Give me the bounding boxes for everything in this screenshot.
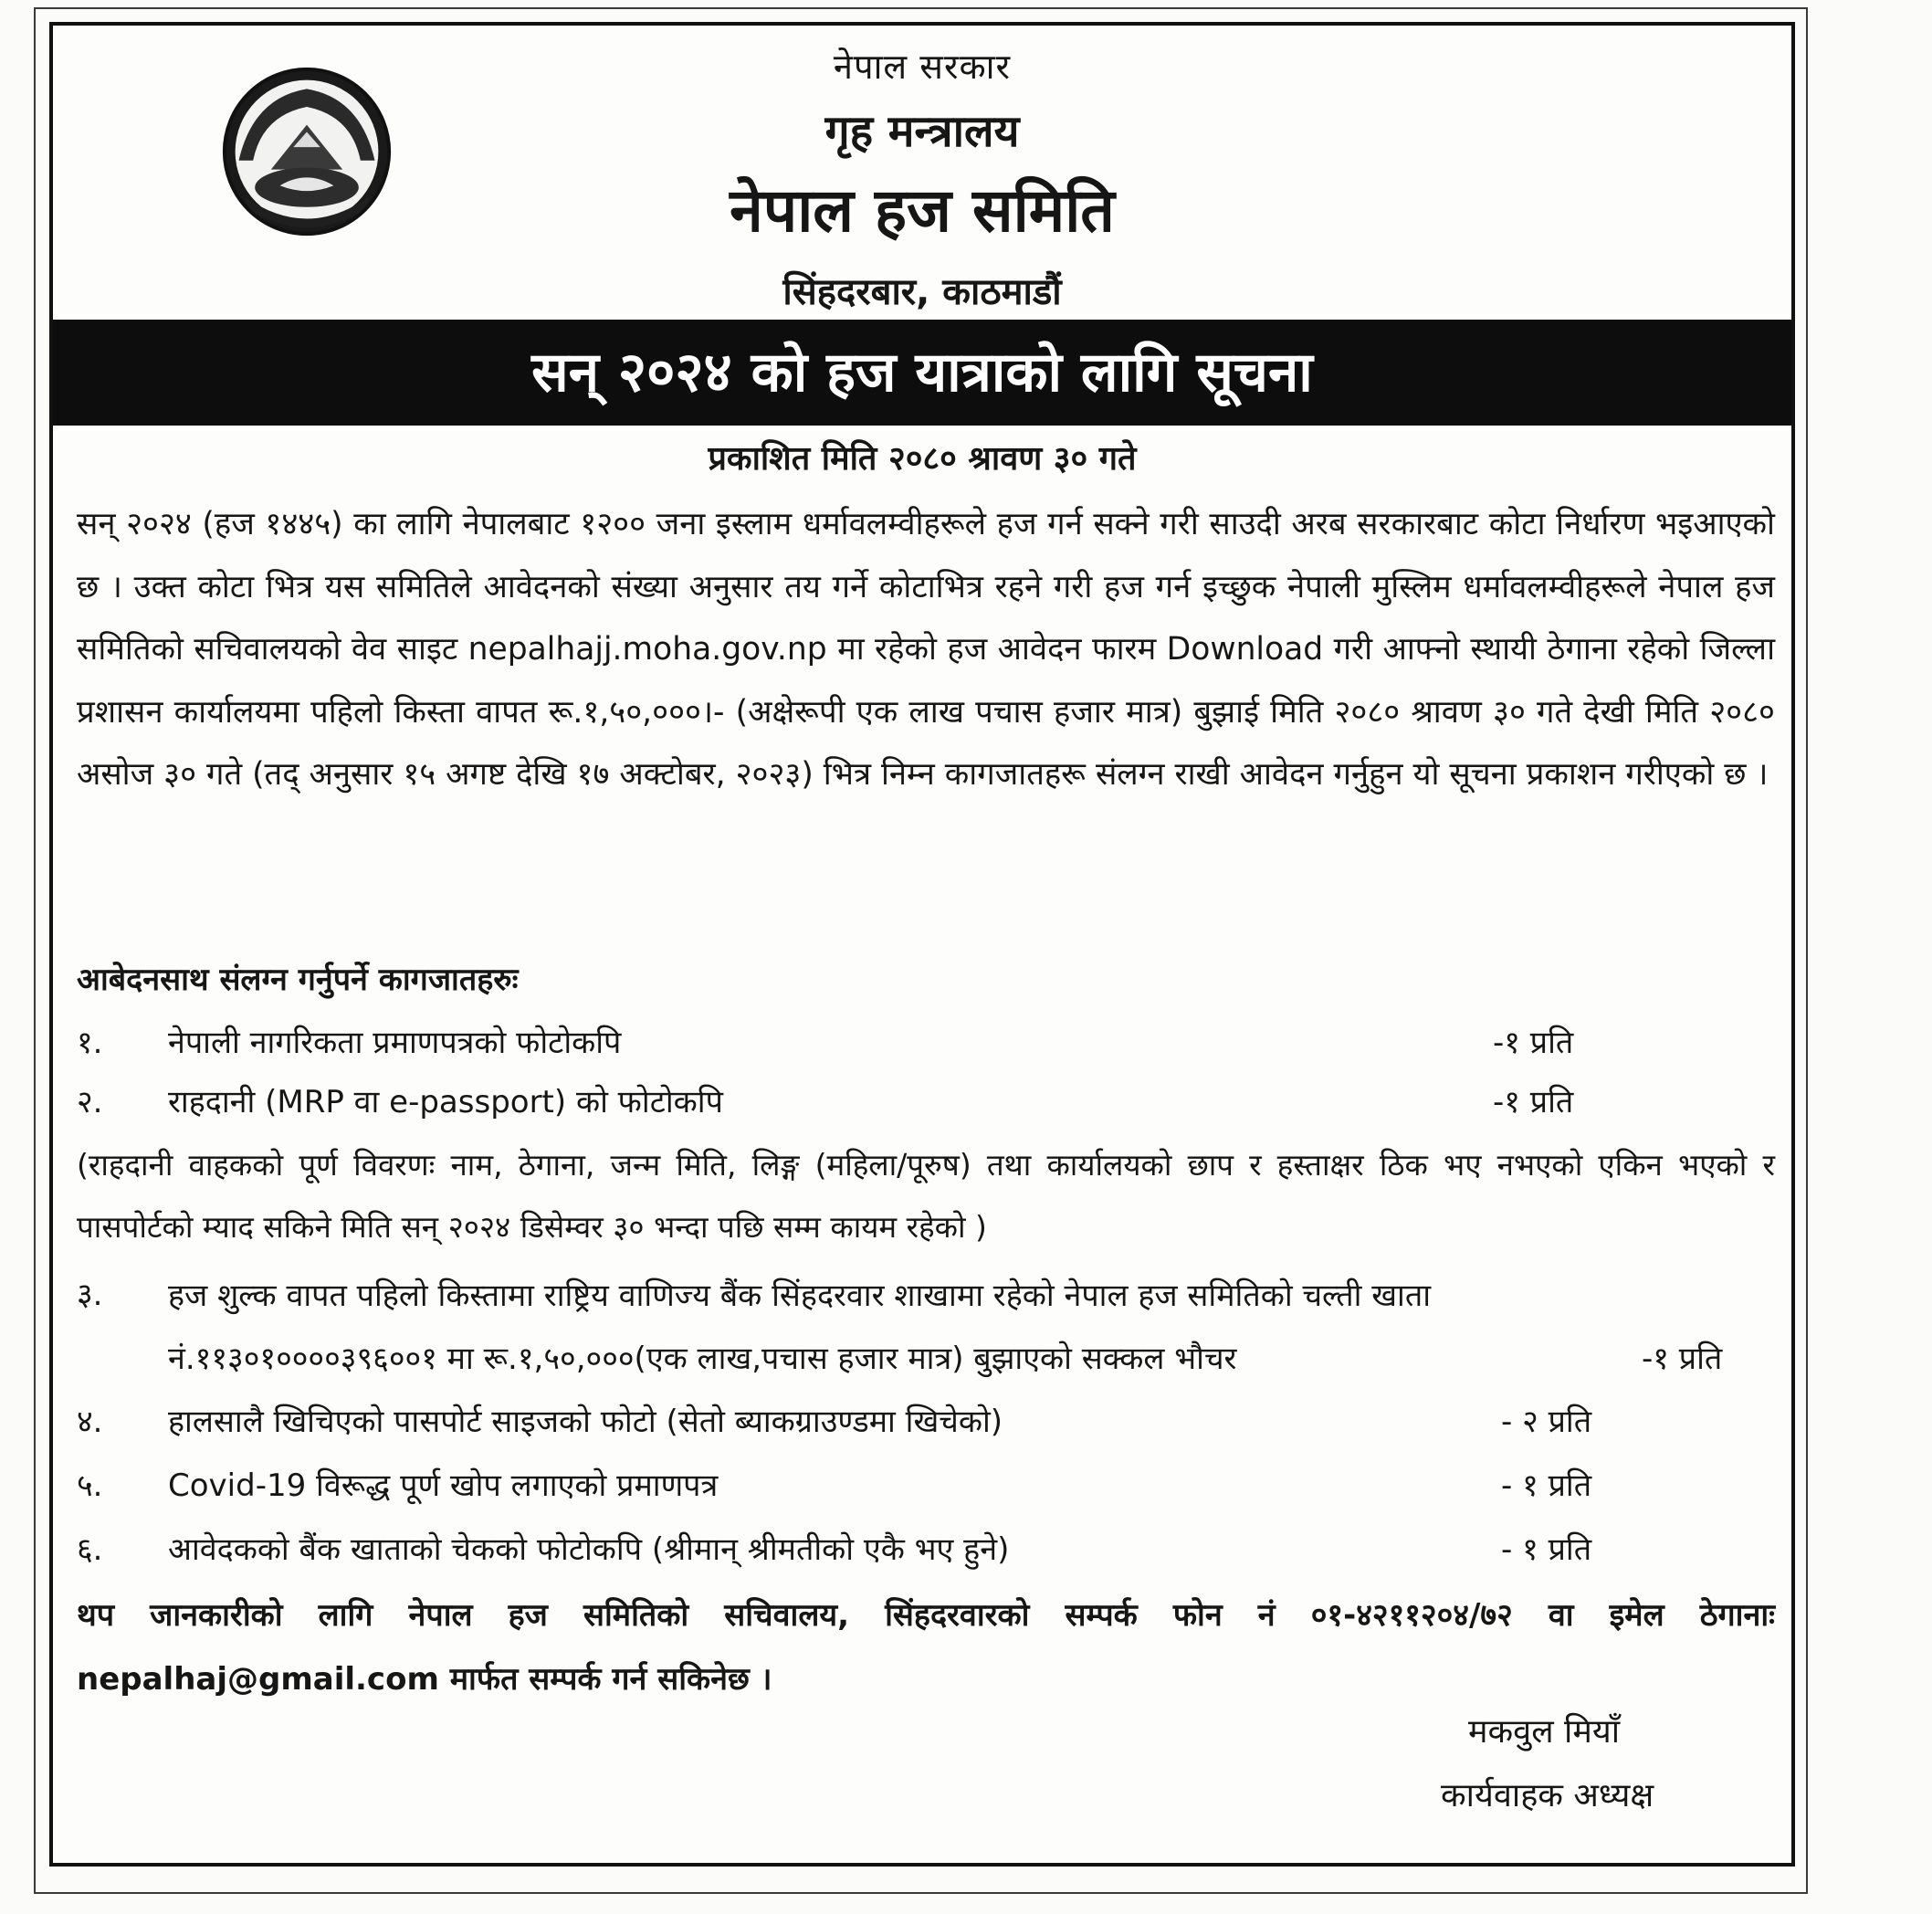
document-quantity: -१ प्रति (1642, 1341, 1723, 1377)
government-name: नेपाल सरकार (833, 47, 1012, 87)
committee-address: सिंहदरबार, काठमाडौं (782, 271, 1062, 313)
document-text: राहदानी (MRP वा e-passport) को फोटोकपि (168, 1084, 723, 1120)
ministry-name: गृह मन्त्रालय (824, 106, 1020, 157)
published-date: प्रकाशित मिति २०८० श्रावण ३० गते (708, 440, 1137, 478)
document-quantity: -१ प्रति (1493, 1084, 1574, 1120)
document-number: २. (77, 1084, 103, 1120)
document-number: ४. (77, 1404, 103, 1440)
document-number: ६. (77, 1531, 103, 1568)
documents-heading: आबेदनसाथ संलग्न गर्नुपर्ने कागजातहरुः (77, 962, 519, 998)
document-quantity: -१ प्रति (1493, 1025, 1574, 1061)
notice-body: सन् २०२४ (हज १४४५) का लागि नेपालबाट १२०० जना इस्लाम धर्मावलम्वीहरूले हज गर्न सक्ने गरी साउदी अरब सरकारबाट कोटा निर्धारण भइआएको छ । उक्त कोटा भित्र यस समितिले आवेदनको संख्या अनुसार तय गर्ने कोटाभित्र रहने गरी हज गर्न इच्छुक नेपाली मुस्लिम धर्मावलम्वीहरूले नेपाल हज समितिको सचिवालयको वेव साइट nepalhajj.moha.gov.np मा रहेको हज आवेदन फारम Download गरी आफ्नो स्थायी ठेगाना रहेको जिल्ला प्रशासन कार्यालयमा पहिलो किस्ता वापत रू.१,५०,०००।- (अक्षेरूपी एक लाख पचास हजार मात्र) बुझाई मिति २०८० श्रावण ३० गते देखी मिति २०८० असोज ३० गते (तद् अनुसार १५ अगष्ट देखि १७ अक्टोबर, २०२३) भित्र निम्न कागजातहरू संलग्न राखी आवेदन गर्नुहुन यो सूचना प्रकाशन गरीएको छ । (77, 506, 1776, 794)
document-number: ५. (77, 1467, 103, 1504)
document-quantity: - १ प्रति (1501, 1467, 1592, 1504)
document-text-line2: नं.११३०१००००३९६००१ मा रू.१,५०,०००(एक लाख,पचास हजार मात्र) बुझाएको सक्कल भौचर (168, 1341, 1237, 1377)
document-quantity: - २ प्रति (1501, 1404, 1592, 1440)
notice-header (53, 26, 1791, 318)
document-text: नेपाली नागरिकता प्रमाणपत्रको फोटोकपि (168, 1025, 622, 1061)
notice-title: सन् २०२४ को हज यात्राको लागि सूचना (53, 320, 1791, 426)
document-text: आवेदकको बैंक खाताको चेकको फोटोकपि (श्रीमान् श्रीमतीको एकै भए हुने) (168, 1531, 1010, 1568)
document-text: Covid-19 विरूद्ध पूर्ण खोप लगाएको प्रमाणपत्र (168, 1467, 719, 1504)
document-text: हालसालै खिचिएको पासपोर्ट साइजको फोटो (सेतो ब्याकग्राउण्डमा खिचेको) (168, 1404, 1003, 1440)
signatory-name: मकवुल मियाँ (1468, 1713, 1621, 1751)
document-number: १. (77, 1025, 103, 1061)
notice-frame (49, 22, 1795, 1867)
passport-note: (राहदानी वाहकको पूर्ण विवरणः नाम, ठेगाना, जन्म मिति, लिङ्ग (महिला/पूरुष) तथा कार्यालयको छाप र हस्ताक्षर ठिक भए नभएको एकिन भएको र पासपोर्टको म्याद सकिने मिति सन् २०२४ डिसेम्वर ३० भन्दा पछि सम्म कायम रहेको ) (77, 1147, 1775, 1245)
document-number: ३. (77, 1277, 103, 1313)
contact-info: थप जानकारीको लागि नेपाल हज समितिको सचिवालय, सिंहदरवारको सम्पर्क फोन नं ०१-४२११२०४/७२ वा इमेल ठेगानाः nepalhaj@gmail.com मार्फत सम्पर्क गर्न सकिनेछ । (77, 1597, 1775, 1698)
signatory-title: कार्यवाहक अध्यक्ष (1441, 1777, 1654, 1814)
document-text: हज शुल्क वापत पहिलो किस्तामा राष्ट्रिय वाणिज्य बैंक सिंहदरवार शाखामा रहेको नेपाल हज समितिको चल्ती खाता (168, 1278, 1432, 1314)
document-quantity: - १ प्रति (1501, 1531, 1592, 1568)
committee-name: नेपाल हज समिति (730, 175, 1115, 246)
